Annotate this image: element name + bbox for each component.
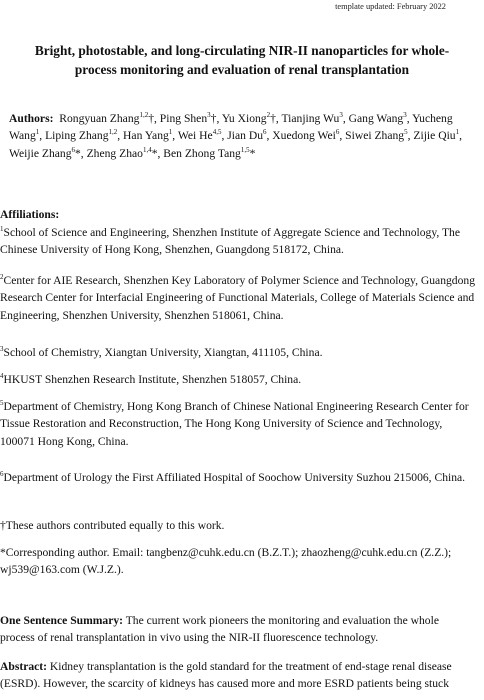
authors-block [0, 110, 476, 162]
equal-contribution-note: †These authors contributed equally to this work. [0, 519, 225, 532]
author-name: Xuedong Wei [272, 129, 336, 143]
affiliation-text: Department of Chemistry, Hong Kong Branch of Chinese National Engineering Research Center for Tissue Restoration and Reconstruction, The Hong Kong University of Science and Technology, 100071 Hong Kong, China. [0, 400, 469, 448]
author-affiliation-sup: 1 [455, 128, 460, 137]
author-name: Weijie Zhang [9, 146, 72, 160]
summary-text: The current work pioneers the monitoring and evaluation the whole process of renal transplantation in vivo using the NIR-II fluorescence technology. [0, 614, 439, 645]
author-list: Rongyuan Zhang$^{1,2}$†, Ping Shen$^3$†, Yu Xiong$^2$†, Tianjing Wu$^3$, Gang Wang$^3$, Yucheng Wang$^1$, Liping Zhang$^{1,2}$, Han Yang$^1$, Wei He$^{4,5}$, Jian Du$^6$, Xuedong Wei$^6$, Siwei Zhang$^5$, Zijie Qiu$^1$, Weijie Zhang$^6$*, Zheng Zhao$^{1,4}$*, Ben Zhong Tang$^{1,5}$* [9, 111, 462, 160]
author-mark: † [210, 112, 217, 125]
author-affiliation-sup: 1 [35, 128, 40, 137]
author-name: Zijie Qiu [413, 129, 456, 143]
paper-title [10, 42, 474, 79]
author-affiliation-sup: 6 [71, 145, 75, 154]
author-name: Liping Zhang [45, 129, 109, 143]
affiliations-label: Affiliations: [0, 208, 60, 221]
affiliation-1: $^1$School of Science and Engineering, Shenzhen Institute of Aggregate Science and Technology, The Chinese University of Hong Kong, Shenzhen, Guangdong 518172, China. [0, 225, 460, 257]
author-affiliation-sup: 5 [404, 128, 408, 137]
author-name: Ben Zhong Tang [163, 146, 241, 160]
author-affiliation-sup: 6 [335, 128, 340, 137]
author-affiliation-sup: 1,2 [108, 128, 118, 137]
author-affiliation-sup: 4,5 [212, 128, 222, 137]
abstract-label: Abstract: [0, 660, 48, 673]
affiliation-2: $^2$Center for AIE Research, Shenzhen Key Laboratory of Polymer Science and Technology, Guangdong Research Center for Interfacial Engineering of Functional Materials, College of Materials Science and Engineering, Shenzhen University, Shenzhen 518061, China. [0, 273, 475, 322]
author-mark: † [148, 112, 154, 125]
affiliation-text: Department of Urology the First Affiliated Hospital of Soochow University Suzhou 215006, China. [3, 471, 466, 484]
author-mark: * [151, 146, 158, 160]
author-name: Zheng Zhao [86, 146, 143, 160]
summary-label: One Sentence Summary: [0, 614, 124, 627]
authors-paragraph [0, 110, 476, 162]
author-affiliation-sup: 6 [263, 128, 267, 137]
one-sentence-summary [0, 612, 476, 647]
author-affiliation-sup: 2 [266, 111, 271, 120]
author-mark: * [249, 146, 256, 160]
corresponding-author-note: *Corresponding author. Email: tangbenz@cuhk.edu.cn (B.Z.T.); zhaozheng@cuhk.edu.cn (Z.Z.); wj539@163.com (W.J.Z.). [0, 546, 452, 577]
template-note: template updated: February 2022 [335, 2, 446, 11]
author-affiliation-sup: 3 [403, 111, 407, 120]
affiliation-text: School of Science and Engineering, Shenzhen Institute of Aggregate Science and Technology, The Chinese University of Hong Kong, Shenzhen, Guangdong 518172, China. [0, 226, 460, 257]
author-name: Tianjing Wu [281, 112, 340, 125]
author-name: Gang Wang [348, 112, 404, 125]
author-affiliation-sup: 1,5 [240, 145, 250, 154]
affiliation-text: Center for AIE Research, Shenzhen Key Laboratory of Polymer Science and Technology, Guangdong Research Center for Interfacial Engineering of Functional Materials, College of Materials Science and Engineering, Shenzhen University, Shenzhen 518061, China. [0, 274, 475, 322]
author-affiliation-sup: 1,2 [139, 111, 149, 120]
affiliation-4: $^4$HKUST Shenzhen Research Institute, Shenzhen 518057, China. [0, 372, 302, 386]
author-affiliation-sup: 1 [168, 128, 173, 137]
author-name: Ping Shen [159, 112, 208, 125]
author-affiliation-sup: 3 [207, 111, 211, 120]
author-name: Rongyuan Zhang [59, 112, 140, 125]
author-mark: † [270, 112, 276, 125]
author-name: Yu Xiong [221, 112, 267, 125]
author-name: Yucheng Wang [9, 112, 453, 143]
author-name: Jian Du [227, 129, 263, 143]
author-mark: * [75, 146, 81, 160]
affiliation-text: HKUST Shenzhen Research Institute, Shenzhen 518057, China. [3, 373, 302, 386]
affiliations-label-block [0, 206, 476, 223]
affiliation-text: School of Chemistry, Xiangtan University, Xiangtan, 411105, China. [3, 346, 323, 359]
author-name: Siwei Zhang [345, 129, 405, 143]
title-line-1: Bright, photostable, and long-circulating NIR-II nanoparticles for whole- [34, 43, 450, 58]
title-line-2: process monitoring and evaluation of renal transplantation [74, 61, 410, 77]
affiliation-5: $^5$Department of Chemistry, Hong Kong Branch of Chinese National Engineering Research Center for Tissue Restoration and Reconstruction, The Hong Kong University of Science and Technology, 100071 Hong Kong, China. [0, 399, 469, 448]
abstract [0, 658, 476, 693]
affiliation-6: $^6$Department of Urology the First Affiliated Hospital of Soochow University Suzhou 215006, China. [0, 470, 466, 484]
abstract-text: Kidney transplantation is the gold standard for the treatment of end-stage renal disease (ESRD). However, the scarcity of kidneys has caused more and more ESRD patients being stuck [0, 660, 452, 691]
author-name: Han Yang [123, 129, 169, 143]
author-affiliation-sup: 1,4 [142, 145, 152, 154]
author-affiliation-sup: 3 [339, 111, 343, 120]
author-name: Wei He [177, 129, 213, 143]
affiliation-3: $^3$School of Chemistry, Xiangtan University, Xiangtan, 411105, China. [0, 345, 323, 359]
authors-label: Authors: [9, 112, 54, 125]
